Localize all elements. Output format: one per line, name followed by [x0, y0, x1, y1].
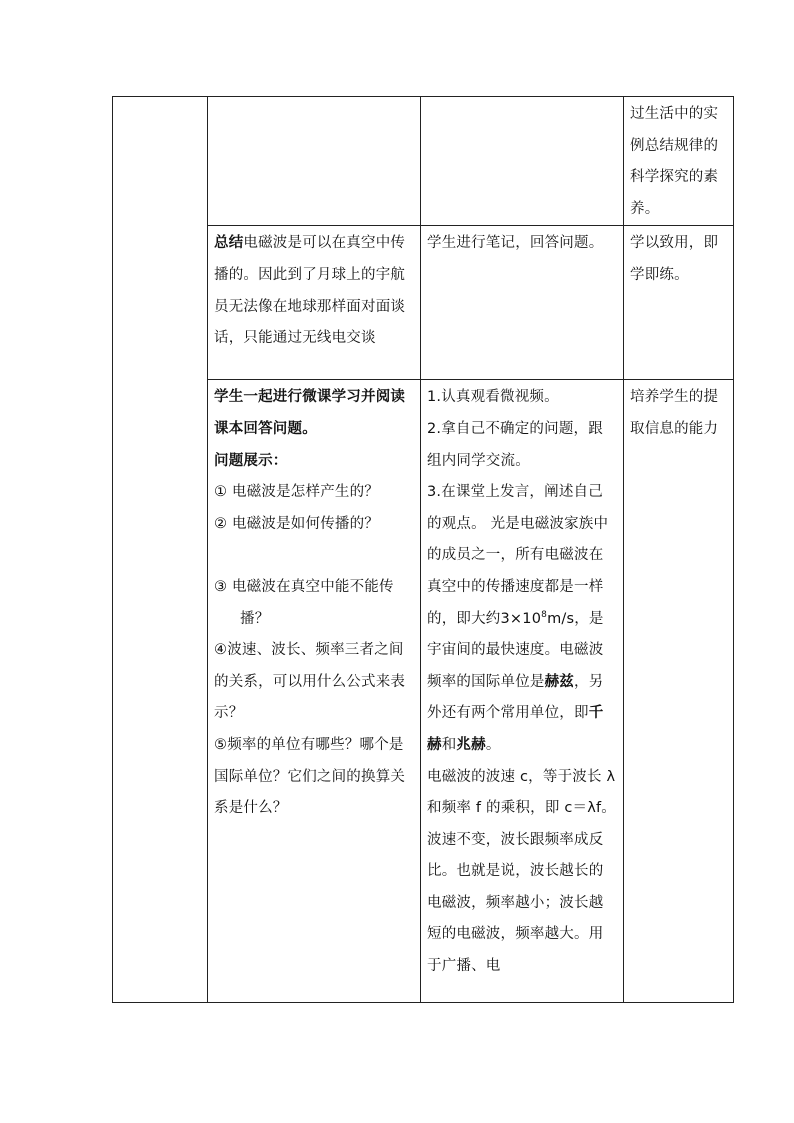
- blank-cell: [421, 97, 624, 226]
- unit-hertz: 赫兹: [544, 673, 575, 690]
- step-text: 。: [485, 736, 501, 753]
- student-text: 学生进行笔记，回答问题。: [427, 235, 604, 252]
- question-item: ④波速、波长、频率三者之间的关系，可以用什么公式来表示？: [214, 642, 406, 722]
- summary-text: 电磁波是可以在真空中传播的。因此到了月球上的宇航员无法像在地球那样面对面谈话，只能通过无线电交谈: [214, 235, 406, 347]
- unit-kilohertz: 千赫: [427, 705, 604, 753]
- step-text: m/s，是宇宙间的最快速度。电磁波频率的国际单位是: [427, 610, 604, 690]
- goal-cell: [624, 380, 734, 1003]
- student-cell: [421, 380, 624, 1003]
- student-cell: [421, 226, 624, 380]
- student-step: 电磁波的波速 c，等于波长 λ 和频率 f 的乘积，即 c＝λf。波速不变，波长跟频率成反比。也就是说，波长越长的电磁波，频率越小；波长越短的电磁波，频率越大。用于广播、电: [427, 768, 616, 975]
- question-item: ③ 电磁波在真空中能不能传播？: [214, 578, 394, 627]
- blank-cell: [113, 97, 208, 1003]
- unit-megahertz: 兆赫: [456, 736, 486, 753]
- activity-heading: 学生一起进行微课学习并阅读课本回答问题。: [214, 389, 406, 437]
- question-item: ⑤频率的单位有哪些？哪个是国际单位？它们之间的换算关系是什么？: [214, 736, 406, 817]
- goal-text: 过生活中的实例总结规律的科学探究的素养。: [630, 106, 719, 217]
- student-step: [427, 477, 617, 761]
- goal-text: 培养学生的提取信息的能力: [630, 389, 719, 437]
- goal-text: 学以致用，即学即练。: [630, 235, 719, 283]
- teacher-cell: [208, 226, 421, 380]
- blank-cell: [208, 97, 421, 226]
- student-step: 1.认真观看微视频。: [427, 389, 559, 406]
- step-text: ，另外还有两个常用单位，即: [427, 673, 604, 722]
- summary-label: 总结: [214, 235, 244, 252]
- table-row: [113, 97, 734, 226]
- student-step: 2.拿自己不确定的问题，跟组内同学交流。: [427, 420, 603, 469]
- question-item: ② 电磁波是如何传播的？: [214, 515, 380, 532]
- exponent: 8: [541, 609, 548, 620]
- question-item: ① 电磁波是怎样产生的？: [214, 484, 380, 501]
- step-text: 3.在课堂上发言，阐述自己的观点。 光是电磁波家族中的成员之一，所有电磁波在真空中的传播速度都是一样的，即大约3×10: [427, 484, 609, 627]
- goal-cell: [624, 97, 734, 226]
- goal-cell: [624, 226, 734, 380]
- spacer: [214, 540, 414, 572]
- lesson-table: [112, 96, 734, 1003]
- questions-label: 问题展示：: [214, 452, 288, 469]
- step-text: 和: [441, 736, 457, 753]
- teacher-cell: [208, 380, 421, 1003]
